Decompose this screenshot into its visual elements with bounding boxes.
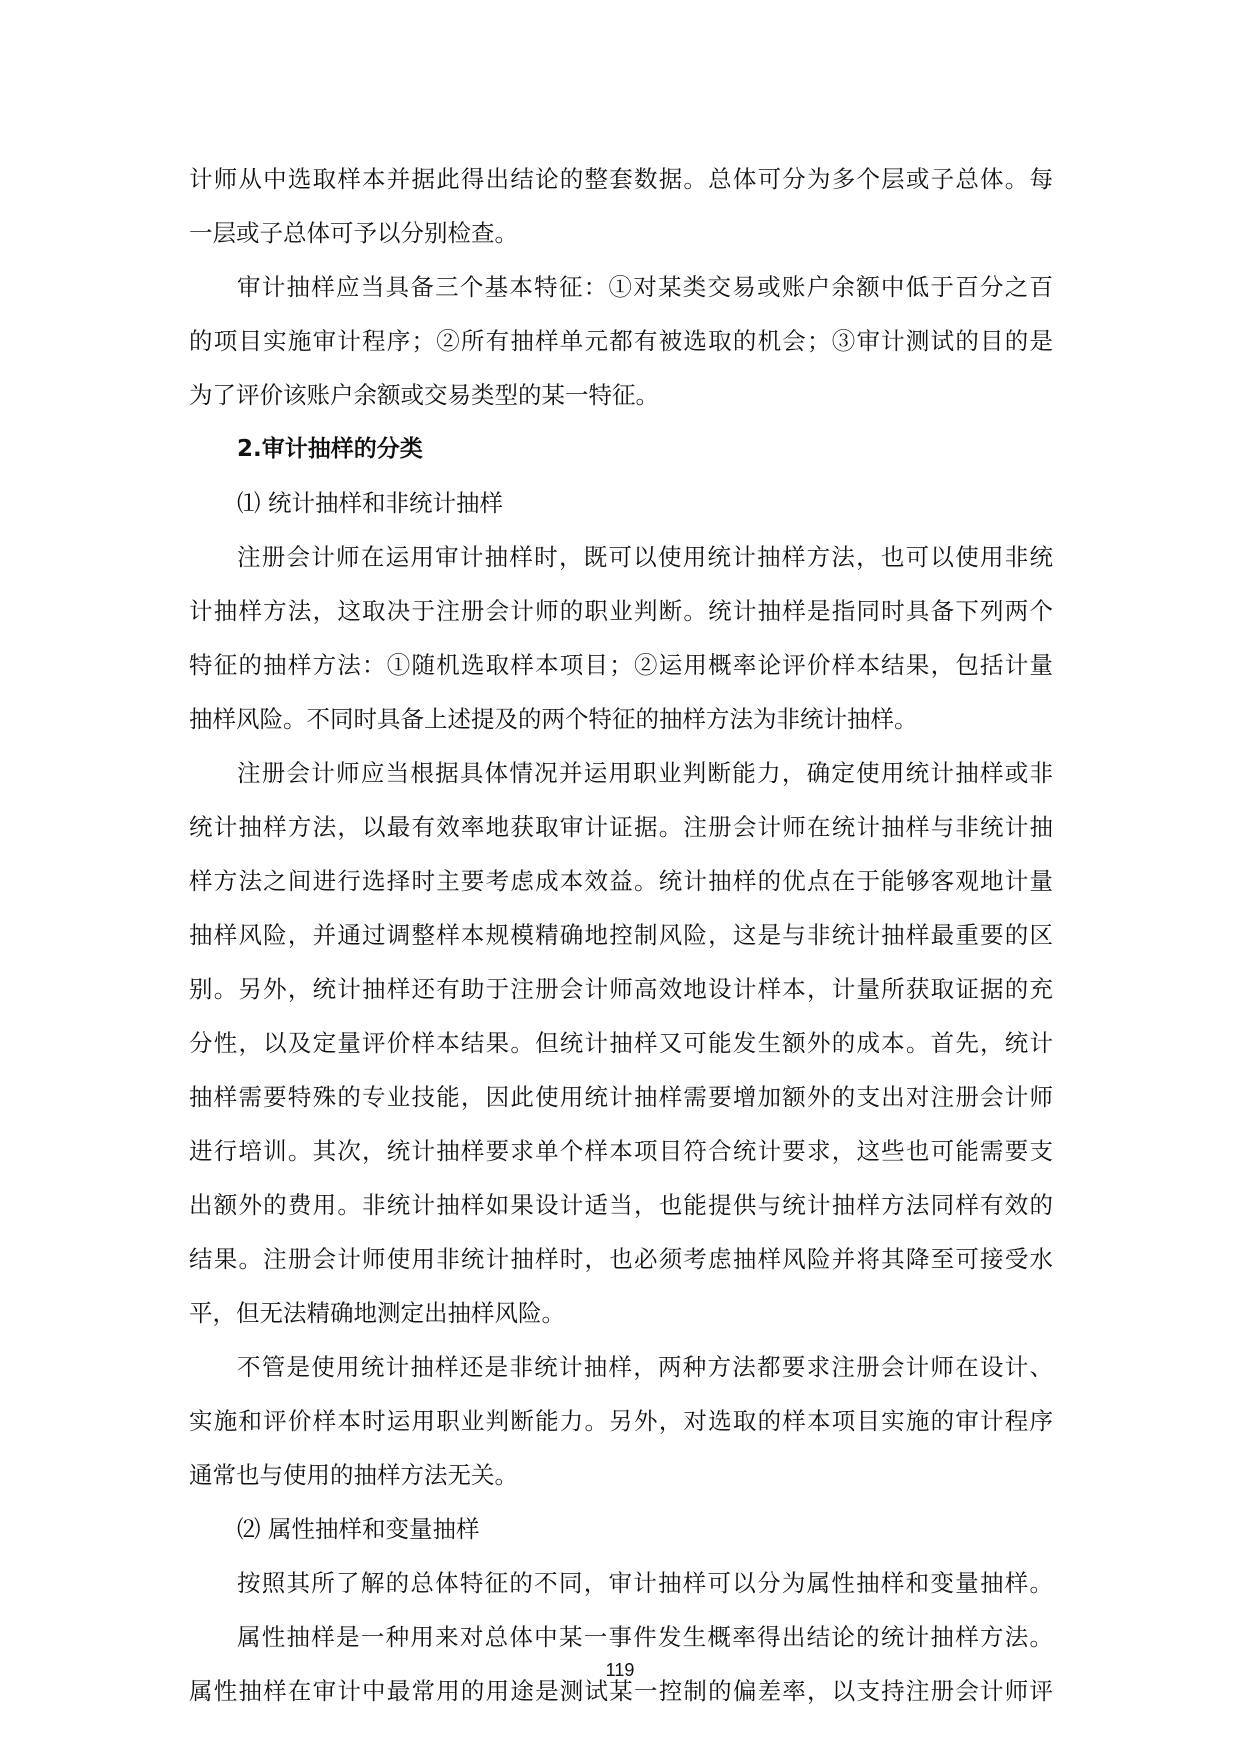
paragraph-line: 结果。注册会计师使用非统计抽样时，也必须考虑抽样风险并将其降至可接受水 [189,1245,1053,1273]
subsection-heading: ⑵ 属性抽样和变量抽样 [237,1515,480,1543]
subsection-heading: ⑴ 统计抽样和非统计抽样 [237,489,503,517]
paragraph-line: 抽样需要特殊的专业技能，因此使用统计抽样需要增加额外的支出对注册会计师 [189,1083,1053,1111]
paragraph-line: 分性，以及定量评价样本结果。但统计抽样又可能发生额外的成本。首先，统计 [189,1029,1053,1057]
paragraph-line: 实施和评价样本时运用职业判断能力。另外，对选取的样本项目实施的审计程序 [189,1407,1053,1435]
paragraph-line: 审计抽样应当具备三个基本特征：①对某类交易或账户余额中低于百分之百 [237,273,1053,301]
paragraph-line: 进行培训。其次，统计抽样要求单个样本项目符合统计要求，这些也可能需要支 [189,1137,1053,1165]
paragraph-line: 属性抽样是一种用来对总体中某一事件发生概率得出结论的统计抽样方法。 [237,1623,1053,1651]
paragraph-line: 抽样风险，并通过调整样本规模精确地控制风险，这是与非统计抽样最重要的区 [189,921,1053,949]
paragraph-line: 计抽样方法，这取决于注册会计师的职业判断。统计抽样是指同时具备下列两个 [189,597,1053,625]
paragraph-line: 抽样风险。不同时具备上述提及的两个特征的抽样方法为非统计抽样。 [189,705,918,733]
paragraph-line: 属性抽样在审计中最常用的用途是测试某一控制的偏差率，以支持注册会计师评 [189,1677,1053,1705]
paragraph-line: 出额外的费用。非统计抽样如果设计适当，也能提供与统计抽样方法同样有效的 [189,1191,1053,1219]
paragraph-line: 不管是使用统计抽样还是非统计抽样，两种方法都要求注册会计师在设计、 [237,1353,1053,1381]
paragraph-line: 计师从中选取样本并据此得出结论的整套数据。总体可分为多个层或子总体。每 [189,165,1053,193]
paragraph-line: 别。另外，统计抽样还有助于注册会计师高效地设计样本，计量所获取证据的充 [189,975,1053,1003]
paragraph-line: 为了评价该账户余额或交易类型的某一特征。 [189,381,659,409]
page-body [189,152,1053,1718]
page-number: 119 [605,1660,635,1680]
paragraph-line: 的项目实施审计程序；②所有抽样单元都有被选取的机会；③审计测试的目的是 [189,327,1053,355]
paragraph-line: 通常也与使用的抽样方法无关。 [189,1461,518,1489]
paragraph-line: 一层或子总体可予以分别检查。 [189,219,518,247]
paragraph-line: 平，但无法精确地测定出抽样风险。 [189,1299,565,1327]
paragraph-line: 按照其所了解的总体特征的不同，审计抽样可以分为属性抽样和变量抽样。 [237,1569,1053,1597]
paragraph-line: 特征的抽样方法：①随机选取样本项目；②运用概率论评价样本结果，包括计量 [189,651,1053,679]
paragraph-line: 样方法之间进行选择时主要考虑成本效益。统计抽样的优点在于能够客观地计量 [189,867,1053,895]
paragraph-line: 注册会计师在运用审计抽样时，既可以使用统计抽样方法，也可以使用非统 [237,543,1053,571]
paragraph-line: 统计抽样方法，以最有效率地获取审计证据。注册会计师在统计抽样与非统计抽 [189,813,1053,841]
paragraph-line: 注册会计师应当根据具体情况并运用职业判断能力，确定使用统计抽样或非 [237,759,1053,787]
section-heading: 2.审计抽样的分类 [237,436,423,462]
